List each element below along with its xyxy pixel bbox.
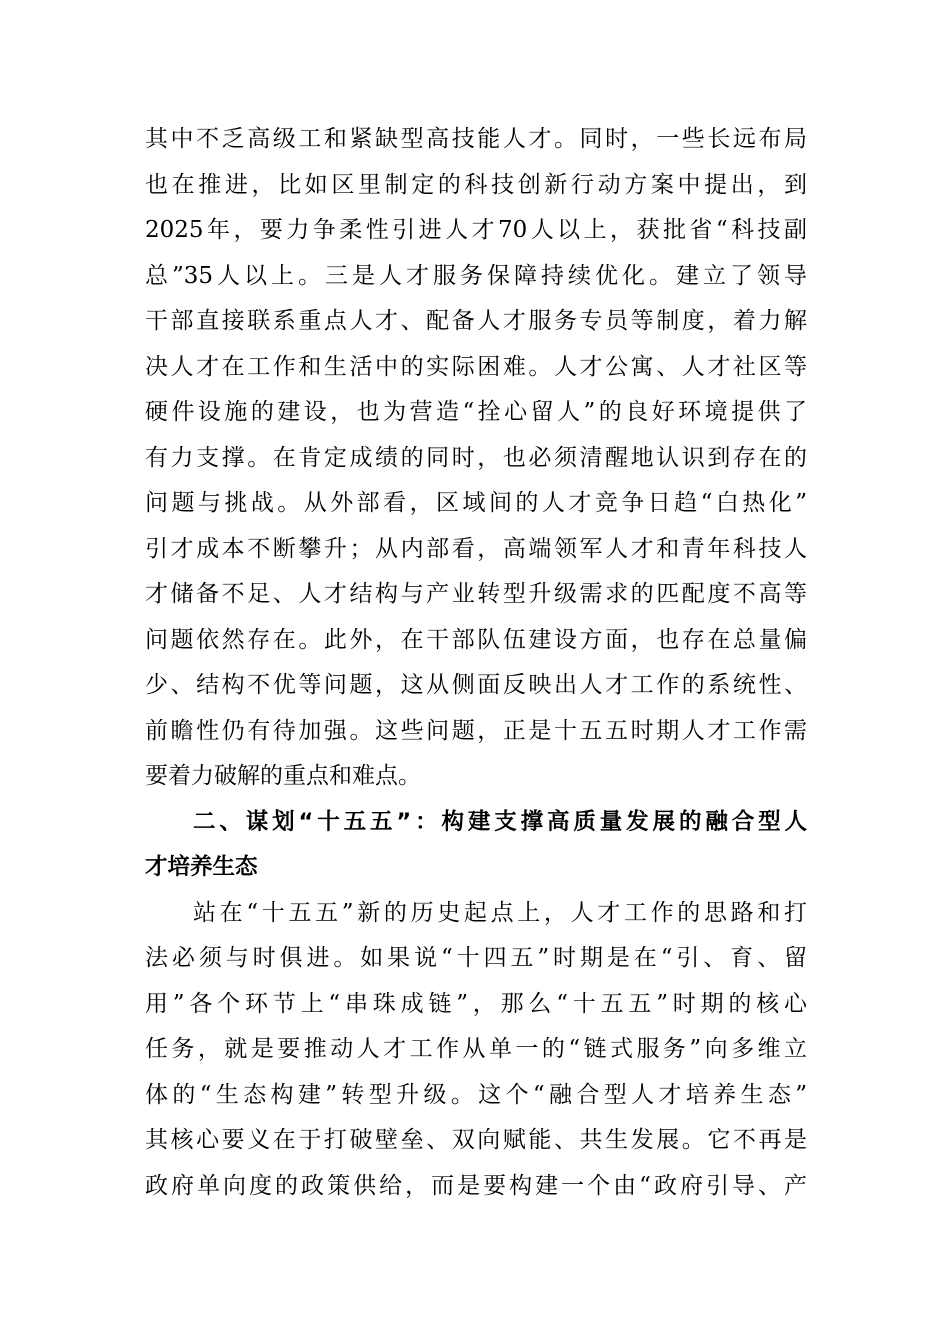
text-line: 其核心要义在于打破壁垒、双向赋能、共生发展。它不再是 [145,1127,807,1153]
text-line: 问题依然存在。此外，在干部队伍建设方面，也存在总量偏 [145,626,807,653]
text-line: 用”各个环节上“串珠成链”，那么“十五五”时期的核心 [145,990,807,1017]
body-paragraph [145,891,807,1210]
text-line: 硬件设施的建设，也为营造“拴心留人”的良好环境提供了 [145,399,807,425]
text-line: 2025年，要力争柔性引进人才70人以上，获批省“科技副 [145,217,807,243]
document-page [145,117,807,1209]
text-line: 有力支撑。在肯定成绩的同时，也必须清醒地认识到存在的 [145,444,807,471]
text-line: 站在“十五五”新的历史起点上，人才工作的思路和打 [193,899,807,926]
text-line: 也在推进，比如区里制定的科技创新行动方案中提出，到 [145,171,807,198]
text-line: 引才成本不断攀升；从内部看，高端领军人才和青年科技人 [145,535,807,562]
heading-line: 才培养生态 [145,854,258,880]
text-line: 要着力破解的重点和难点。 [145,763,421,789]
text-line: 政府单向度的政策供给，而是要构建一个由“政府引导、产 [145,1172,807,1199]
text-line: 其中不乏高级工和紧缺型高技能人才。同时，一些长远布局 [145,126,807,152]
text-line: 干部直接联系重点人才、配备人才服务专员等制度，着力解 [145,308,807,334]
body-paragraph [145,117,807,800]
text-line: 前瞻性仍有待加强。这些问题，正是十五五时期人才工作需 [145,717,807,744]
text-line: 任务，就是要推动人才工作从单一的“链式服务”向多维立 [145,1036,807,1062]
text-line: 少、结构不优等问题，这从侧面反映出人才工作的系统性、 [145,672,807,698]
text-line: 问题与挑战。从外部看，区域间的人才竞争日趋“白热化” [145,490,807,516]
section-heading [145,800,807,891]
text-line: 法必须与时俱进。如果说“十四五”时期是在“引、育、留 [145,945,807,971]
heading-line: 二、谋划“十五五”：构建支撑高质量发展的融合型人 [193,808,807,835]
text-line: 决人才在工作和生活中的实际困难。人才公寓、人才社区等 [145,353,807,380]
text-line: 才储备不足、人才结构与产业转型升级需求的匹配度不高等 [145,581,807,607]
text-line: 总”35人以上。三是人才服务保障持续优化。建立了领导 [145,262,807,289]
text-line: 体的“生态构建”转型升级。这个“融合型人才培养生态” [145,1081,807,1108]
